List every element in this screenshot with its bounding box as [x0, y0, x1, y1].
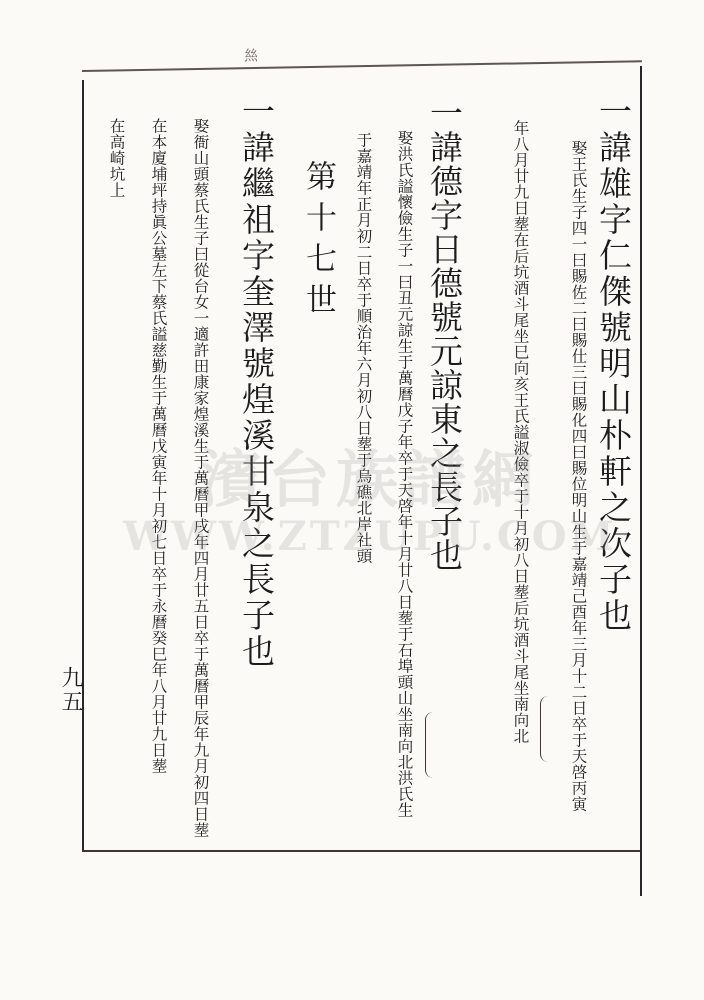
entry-jizu-detail-3: 在高崎坑上: [107, 118, 126, 198]
entry-de-detail-1: 娶洪氏謚懷儉生子一曰丑元諒生于萬曆戊子年卒于天啓年十月廿八日塟于石埠頭山坐南向北洪氏生: [395, 130, 414, 818]
entry-xiong-detail-1: 娶王氏生子四一曰賜佐二曰賜仕三曰賜化四曰賜位明山生于嘉靖己酉年三月十二日卒于天啓丙寅: [569, 140, 588, 812]
frame-top-line: [82, 60, 642, 72]
entry-xiong-detail-2: 年八月廿九日塟在后坑酒斗尾坐巳向亥王氏謚淑儉卒于十月初八日塟后坑酒斗尾坐南向北: [511, 120, 530, 744]
entry-xiong-title: 一諱雄字仁傑號明山朴軒之次子也: [594, 94, 633, 634]
watermark-url: WWW.ZTZUPU.COM: [123, 513, 617, 560]
page-number: 九五: [58, 666, 83, 714]
annotation-bracket: [425, 712, 436, 778]
annotation-bracket: [540, 696, 551, 762]
entry-de-detail-2: 于嘉靖年正月初二日卒于順治年六月初八日塟于烏礁北岸社頭: [354, 132, 373, 564]
entry-de-title: 一諱德字日德號元諒東之長子也: [425, 96, 464, 572]
frame-bottom-line: [82, 850, 640, 852]
entry-jizu-detail-2: 在本廈埔坪持眞公墓左下蔡氏謚慈勤生于萬曆戊寅年十月初七日卒于永曆癸巳年八月廿九日塟: [149, 118, 168, 774]
header-mark: 𢇁: [242, 48, 258, 62]
entry-jizu-title: 一諱繼祖字奎澤號煌溪甘泉之長子也: [237, 94, 276, 670]
generation-heading: 第十七世: [300, 160, 336, 324]
entry-jizu-detail-1: 娶衙山頭蔡氏生子曰從台女一適許田康家煌溪生于萬曆甲戌年四月廿五日卒于萬曆甲辰年九月初四日塟: [191, 118, 210, 838]
frame-left-line: [82, 80, 84, 850]
watermark-name: 濱台族譜網: [199, 443, 540, 516]
frame-right-line: [640, 66, 642, 896]
